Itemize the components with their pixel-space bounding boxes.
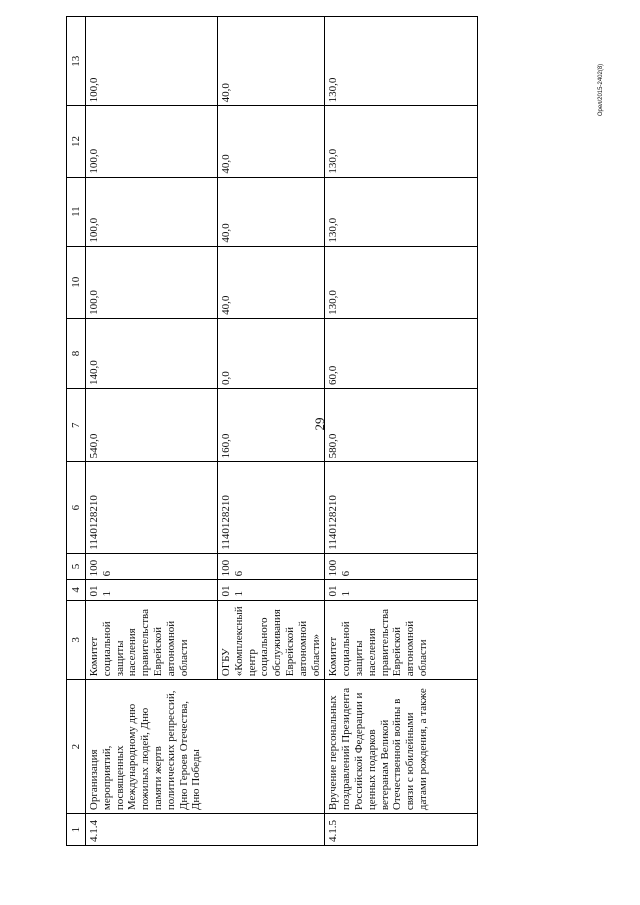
- amount-col-12: 40,0: [218, 106, 325, 177]
- amount-col-13: 100,0: [86, 17, 218, 106]
- code-section: 1006: [325, 553, 478, 580]
- code-section: 1006: [86, 553, 218, 580]
- header-cell: 5: [67, 553, 86, 580]
- document-code: Орел/2015-2402(8): [598, 63, 604, 117]
- header-row: [67, 17, 86, 846]
- amount-col-13: 40,0: [218, 17, 325, 106]
- executor: Комитет социальной защиты населения правительства Еврейской автономной области: [86, 600, 218, 680]
- table-row: [325, 17, 478, 846]
- event-description: Организация мероприятий, посвященных Международному дню пожилых людей, Дню памяти жертв политических репрессий, Дню Героев Отечества, Дню Победы: [86, 680, 325, 814]
- budget-table: [66, 16, 478, 846]
- code-ministry: 011: [86, 580, 218, 600]
- header-cell: 6: [67, 462, 86, 553]
- header-cell: 10: [67, 246, 86, 318]
- header-cell: 13: [67, 17, 86, 106]
- amount-col-8: 140,0: [86, 318, 218, 388]
- row-number: 4.1.4: [86, 814, 325, 846]
- amount-col-10: 100,0: [86, 246, 218, 318]
- executor: Комитет социальной защиты населения правительства Еврейской автономной области: [325, 600, 478, 680]
- rotated-table-container: [66, 16, 574, 846]
- code-target: 1140128210: [218, 462, 325, 553]
- table-sheet: [66, 16, 574, 846]
- header-cell: 1: [67, 814, 86, 846]
- header-cell: 7: [67, 389, 86, 462]
- row-number: 4.1.5: [325, 814, 478, 846]
- header-cell: 11: [67, 177, 86, 246]
- amount-total: 580,0: [325, 389, 478, 462]
- amount-col-12: 100,0: [86, 106, 218, 177]
- header-cell: 12: [67, 106, 86, 177]
- header-cell: 4: [67, 580, 86, 600]
- page-number: 29: [312, 417, 327, 431]
- table-row: [86, 17, 218, 846]
- amount-total: 160,0: [218, 389, 325, 462]
- amount-col-12: 130,0: [325, 106, 478, 177]
- amount-col-11: 100,0: [86, 177, 218, 246]
- code-target: 1140128210: [325, 462, 478, 553]
- header-cell: 3: [67, 600, 86, 680]
- amount-col-11: 130,0: [325, 177, 478, 246]
- amount-col-10: 40,0: [218, 246, 325, 318]
- amount-col-8: 0,0: [218, 318, 325, 388]
- code-target: 1140128210: [86, 462, 218, 553]
- header-cell: 8: [67, 318, 86, 388]
- event-description: Вручение персональных поздравлений Президента Российской Федерации и ценных подарков ветеранам Великой Отечественной войны в связи с юбилейными датами рождения, а также: [325, 680, 478, 814]
- amount-col-10: 130,0: [325, 246, 478, 318]
- header-cell: 2: [67, 680, 86, 814]
- code-ministry: 011: [218, 580, 325, 600]
- code-ministry: 011: [325, 580, 478, 600]
- amount-col-8: 60,0: [325, 318, 478, 388]
- amount-total: 540,0: [86, 389, 218, 462]
- amount-col-11: 40,0: [218, 177, 325, 246]
- executor: ОГБУ «Комплексный центр социального обслуживания Еврейской автономной области»: [218, 600, 325, 680]
- code-section: 1006: [218, 553, 325, 580]
- amount-col-13: 130,0: [325, 17, 478, 106]
